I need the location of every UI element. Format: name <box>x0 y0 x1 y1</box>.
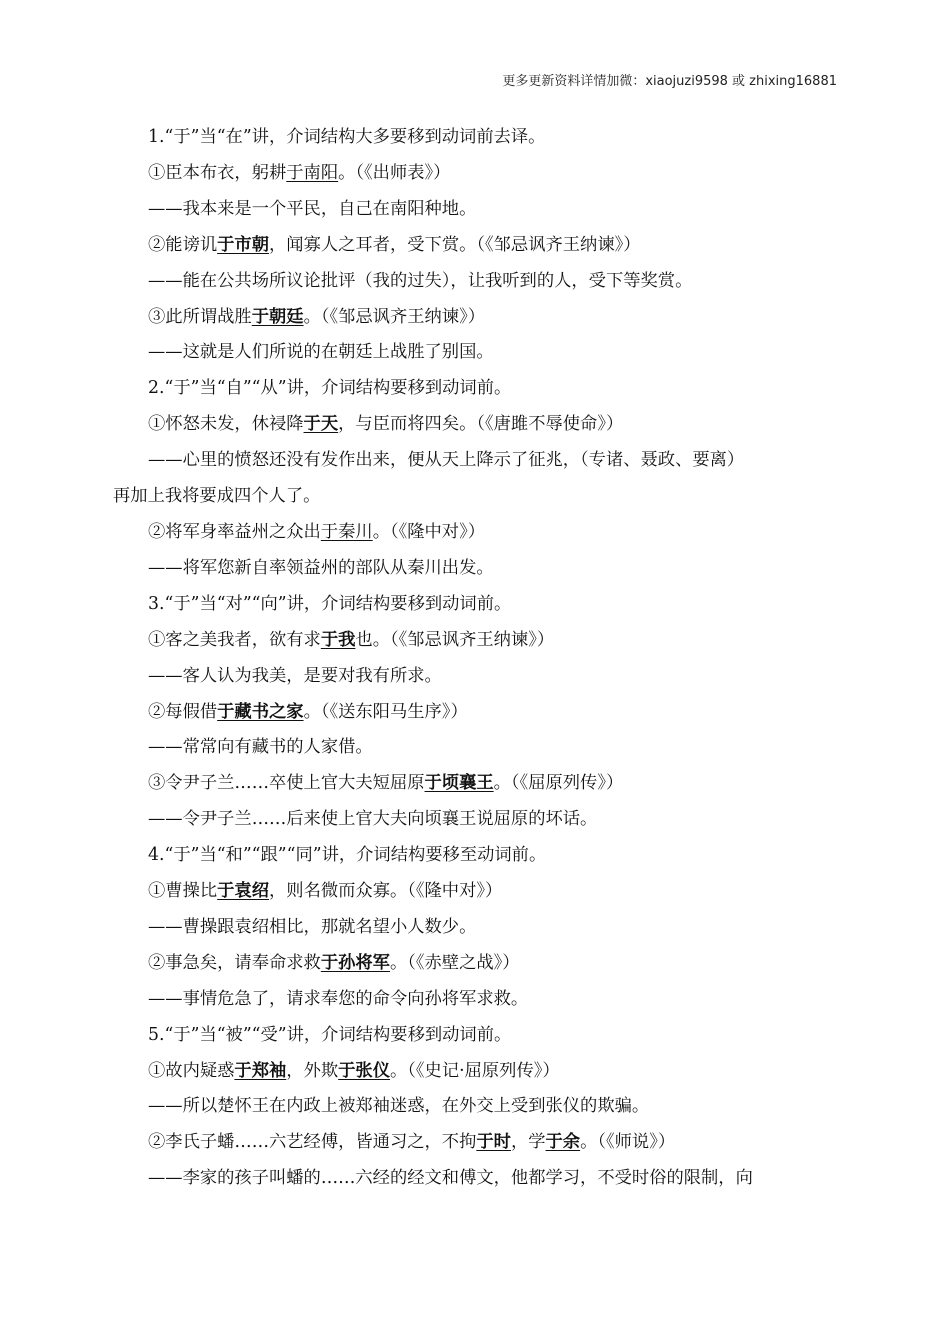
text-line <box>113 192 833 228</box>
underlined-phrase: 于市朝 <box>217 234 269 255</box>
text-segment: 。（《史记·屈原列传》） <box>390 1060 560 1081</box>
text-line <box>113 802 833 838</box>
text-line <box>113 264 833 300</box>
text-segment: ——能在公共场所议论批评（我的过失），让我听到的人，受下等奖赏。 <box>148 270 693 291</box>
text-segment: ——我本来是一个平民，自己在南阳种地。 <box>148 198 477 219</box>
text-segment: ②能谤讥 <box>148 234 218 255</box>
text-segment: 。（《送东阳马生序》） <box>303 701 468 722</box>
document-body <box>113 120 833 1197</box>
text-segment: ①臣本布衣，躬耕 <box>148 162 287 183</box>
text-line <box>113 874 833 910</box>
text-segment: 。（《赤壁之战》） <box>389 952 520 973</box>
text-line <box>113 695 833 731</box>
underlined-phrase: 于孙将军 <box>320 952 390 973</box>
underlined-phrase: 于我 <box>320 629 356 650</box>
text-line <box>113 730 833 766</box>
text-segment: ——事情危急了，请求奉您的命令向孙将军求救。 <box>148 988 529 1009</box>
text-line <box>113 910 833 946</box>
text-segment: ——客人认为我美，是要对我有所求。 <box>148 665 442 686</box>
text-segment: ——曹操跟袁绍相比，那就名望小人数少。 <box>148 916 477 937</box>
text-line <box>113 551 833 587</box>
text-segment: ，与臣而将四矣。（《唐雎不辱使命》） <box>338 414 624 435</box>
text-line <box>113 587 833 623</box>
text-line <box>113 1089 833 1125</box>
text-segment: ，则名微而众寡。（《隆中对》） <box>269 881 503 902</box>
text-segment: ——李家的孩子叫蟠的……六经的经文和傅文，他都学习，不受时俗的限制，向 <box>148 1168 753 1189</box>
text-segment: ①客之美我者，欲有求 <box>148 629 321 650</box>
text-line <box>113 1018 833 1054</box>
text-segment: 3.“于”当“对”“向”讲，介词结构要移到动词前。 <box>148 593 512 614</box>
text-segment: ②李氏子蟠……六艺经傅，皆通习之，不拘 <box>148 1132 477 1153</box>
text-segment: 1.“于”当“在”讲，介词结构大多要移到动词前去译。 <box>148 127 546 147</box>
text-line <box>113 120 833 156</box>
text-line <box>113 407 833 443</box>
text-line <box>113 335 833 371</box>
text-line <box>113 300 833 336</box>
text-line <box>113 659 833 695</box>
underlined-phrase: 于郑袖 <box>234 1060 287 1081</box>
text-segment: 5.“于”当“被”“受”讲，介词结构要移到动词前。 <box>148 1024 512 1045</box>
text-line <box>113 982 833 1018</box>
text-segment: 。（《隆中对》） <box>372 521 486 542</box>
text-segment: ②每假借 <box>148 701 218 722</box>
underlined-phrase: 于天 <box>303 414 339 435</box>
text-segment: ③令尹子兰……卒使上官大夫短屈原 <box>148 773 425 794</box>
underlined-phrase: 于袁绍 <box>217 881 269 902</box>
text-line <box>113 946 833 982</box>
text-line <box>113 1125 833 1161</box>
text-segment: ，闻寡人之耳者，受下赏。（《邹忌讽齐王纳谏》） <box>269 234 641 255</box>
text-segment: 。（《邹忌讽齐王纳谏》） <box>303 306 486 327</box>
text-line <box>113 443 833 479</box>
text-segment: ①曹操比 <box>148 881 218 902</box>
text-segment: ——这就是人们所说的在朝廷上战胜了别国。 <box>148 342 494 363</box>
text-line <box>113 623 833 659</box>
text-segment: ——令尹子兰……后来使上官大夫向顷襄王说屈原的坏话。 <box>148 809 598 830</box>
paragraph-continuation <box>113 479 833 515</box>
text-segment: 2.“于”当“自”“从”讲，介词结构要移到动词前。 <box>148 378 512 399</box>
text-segment: ①故内疑惑 <box>148 1060 235 1081</box>
text-segment: ——所以楚怀王在内政上被郑袖迷惑，在外交上受到张仪的欺骗。 <box>148 1096 650 1117</box>
text-line <box>113 1054 833 1090</box>
text-segment: 。（《屈原列传》） <box>493 773 624 794</box>
text-segment: ——心里的愤怒还没有发作出来，便从天上降示了征兆，（专诸、聂政、要离） <box>148 450 745 471</box>
underlined-phrase: 于秦川 <box>320 521 373 542</box>
text-segment: 。（《师说》） <box>580 1132 676 1153</box>
text-line <box>113 156 833 192</box>
text-line <box>113 228 833 264</box>
underlined-phrase: 于顷襄王 <box>424 773 494 794</box>
text-segment: 4.“于”当“和”“跟”“同”讲，介词结构要移至动词前。 <box>148 845 547 866</box>
text-segment: 再加上我将要成四个人了。 <box>113 486 321 507</box>
underlined-phrase: 于张仪 <box>338 1060 390 1081</box>
text-line <box>113 838 833 874</box>
text-segment: ③此所谓战胜 <box>148 306 252 327</box>
underlined-phrase: 于藏书之家 <box>217 701 304 722</box>
text-segment: ，外欺 <box>286 1060 339 1081</box>
text-line <box>113 1161 833 1197</box>
text-segment: ——常常向有藏书的人家借。 <box>148 737 373 758</box>
underlined-phrase: 于时 <box>476 1132 511 1153</box>
text-line <box>113 766 833 802</box>
underlined-phrase: 于朝廷 <box>251 306 304 327</box>
text-line <box>113 371 833 407</box>
text-segment: ②事急矣，请奉命求救 <box>148 952 321 973</box>
underlined-phrase: 于南阳 <box>286 162 339 183</box>
text-segment: ，学 <box>510 1132 546 1153</box>
text-segment: 。（《出师表》） <box>338 162 451 183</box>
text-segment: 也。（《邹忌讽齐王纳谏》） <box>355 629 555 650</box>
text-segment: ——将军您新自率领益州的部队从秦川出发。 <box>148 557 494 578</box>
text-segment: ②将军身率益州之众出 <box>148 521 321 542</box>
text-line <box>113 515 833 551</box>
underlined-phrase: 于余 <box>545 1132 581 1153</box>
page-header-note: 更多更新资料详情加微：xiaojuzi9598 或 zhixing16881 <box>502 74 837 89</box>
text-segment: ①怀怒未发，休祲降 <box>148 414 304 435</box>
